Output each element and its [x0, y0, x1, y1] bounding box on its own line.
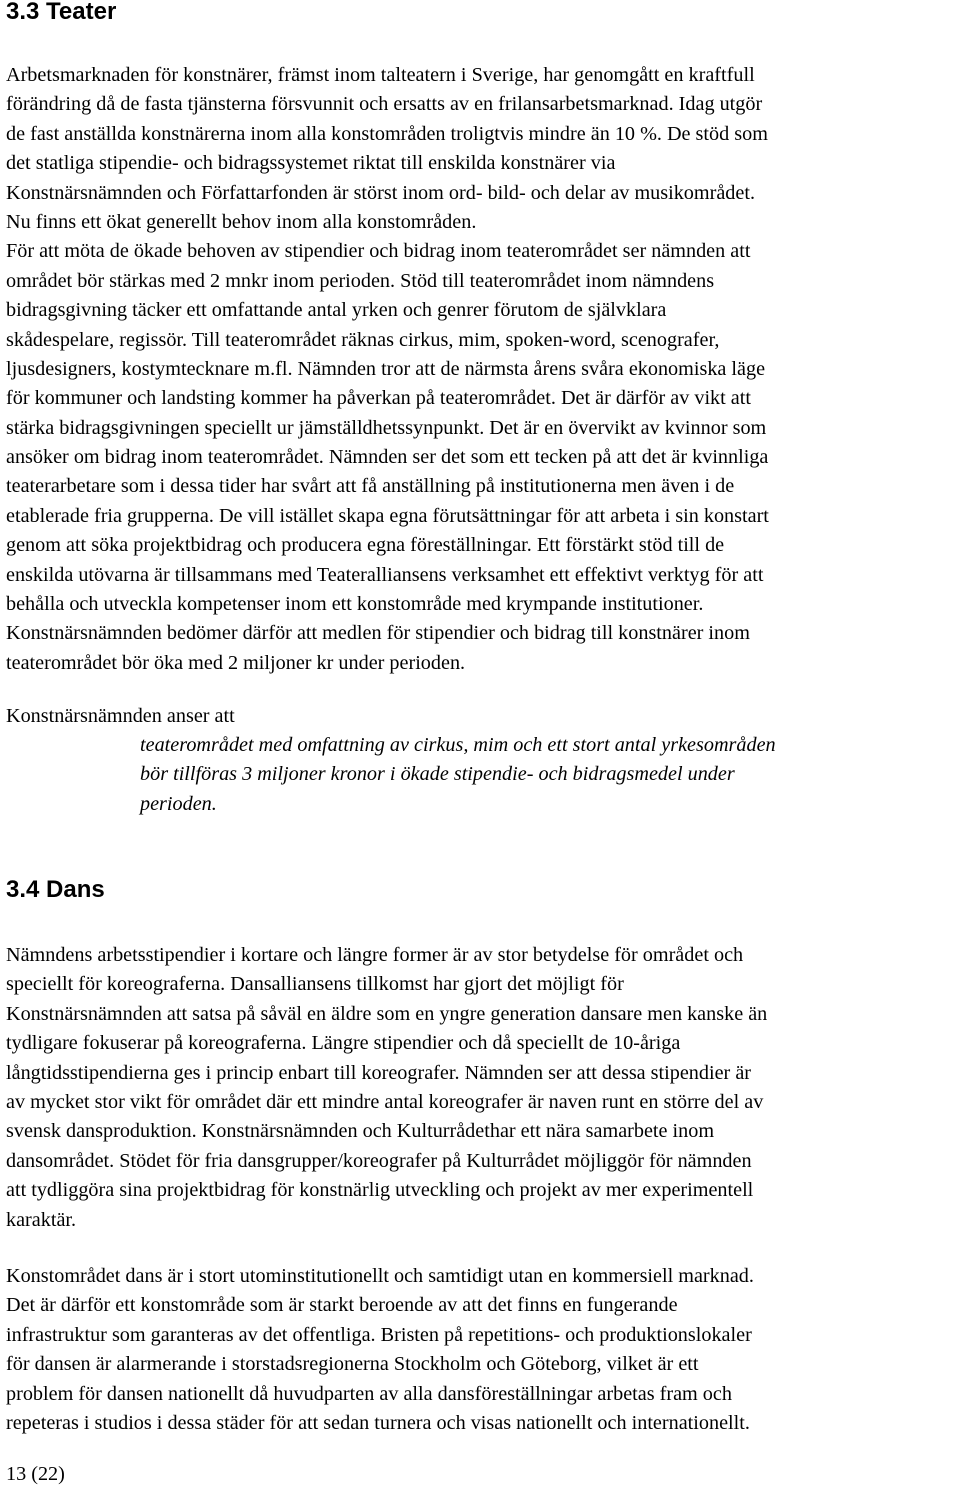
text-line: området bör stärkas med 2 mnkr inom perioden. Stöd till teaterområdet inom nämndens — [6, 269, 715, 292]
section-heading-teater: 3.3 Teater — [6, 0, 117, 25]
text-line: att tydliggöra sina projektbidrag för konstnärlig utveckling och projekt av mer experimentell — [6, 1179, 754, 1202]
document-page — [6, 0, 954, 1491]
section-heading-dans: 3.4 Dans — [6, 876, 105, 903]
block-quote — [140, 731, 776, 819]
text-line: Nämndens arbetsstipendier i kortare och längre former är av stor betydelse för området och — [6, 944, 744, 966]
text-line: Arbetsmarknaden för konstnärer, främst inom talteatern i Sverige, har genomgått en kraftfull — [6, 64, 755, 86]
text-line: för kommuner och landsting kommer ha påverkan på teaterområdet. Det är därför av vikt att — [6, 387, 751, 410]
text-line: det statliga stipendie- och bidragssystemet riktat till enskilda konstnärer via — [6, 152, 616, 175]
page-number: 13 (22) — [6, 1463, 65, 1485]
text-line: Konstnärsnämnden att satsa på såväl en äldre som en yngre generation dansare men kanske än — [6, 1002, 768, 1025]
text-line: Konstnärsnämnden bedömer därför att medlen för stipendier och bidrag till konstnärer inom — [6, 622, 750, 645]
text-line: speciellt för koreograferna. Dansalliansens tillkomst har gjort det möjligt för — [6, 973, 624, 996]
text-line: teaterarbetare som i dessa tider har svårt att få anställning på institutionerna men även i de — [6, 475, 735, 498]
quote-line: teaterområdet med omfattning av cirkus, mim och ett stort antal yrkesområden — [140, 734, 776, 756]
text-line: Konstnärsnämnden och Författarfonden är störst inom ord- bild- och delar av musikområdet. — [6, 181, 755, 204]
text-line: karaktär. — [6, 1208, 77, 1231]
text-line: ansöker om bidrag inom teaterområdet. Nämnden ser det som ett tecken på att det är kvinnliga — [6, 446, 769, 469]
paragraph-dans-1 — [6, 941, 767, 1235]
quote-line: bör tillföras 3 miljoner kronor i ökade stipendie- och bidragsmedel under — [140, 763, 735, 786]
paragraph-teater-main — [6, 61, 769, 678]
text-line: problem för dansen nationellt då huvudparten av alla dansföreställningar arbetas fram och — [6, 1382, 732, 1405]
text-line: repeteras i studios i dessa städer för att sedan turnera och visas nationellt och internationellt. — [6, 1411, 750, 1434]
text-line: svensk dansproduktion. Konstnärsnämnden och Kulturrådethar ett nära samarbete inom — [6, 1120, 715, 1143]
text-line: Konstområdet dans är i stort utominstitutionellt och samtidigt utan en kommersiell marknad. — [6, 1265, 754, 1287]
paragraph-intro: Konstnärsnämnden anser att — [6, 705, 235, 727]
text-line: ljusdesigners, kostymtecknare m.fl. Nämnden tror att de närmsta årens svåra ekonomiska läge — [6, 357, 766, 380]
text-line: etablerade fria grupperna. De vill istället skapa egna förutsättningar för att arbeta i sin konstart — [6, 504, 769, 527]
text-line: dansområdet. Stödet för fria dansgrupper/koreografer på Kulturrådet möjliggör för nämnden — [6, 1149, 752, 1172]
text-line: genom att söka projektbidrag och producera egna föreställningar. Ett förstärkt stöd till de — [6, 534, 725, 557]
text-line: förändring då de fasta tjänsterna försvunnit och ersatts av en frilansarbetsmarknad. Idag utgör — [6, 93, 763, 116]
text-line: infrastruktur som garanteras av det offentliga. Bristen på repetitions- och produktionslokaler — [6, 1323, 752, 1346]
text-line: för dansen är alarmerande i storstadsregionerna Stockholm och Göteborg, vilket är ett — [6, 1353, 699, 1376]
quote-line: perioden. — [140, 792, 217, 815]
text-line: teaterområdet bör öka med 2 miljoner kr under perioden. — [6, 651, 466, 674]
text-line: de fast anställda konstnärerna inom alla konstområden troligtvis mindre än 10 %. De stöd som — [6, 122, 768, 145]
text-line: långtidsstipendierna ges i princip enbart till koreografer. Nämnden ser att dessa stipendier är — [6, 1061, 752, 1084]
text-line: stärka bidragsgivningen speciellt ur jämställdhetssynpunkt. Det är en övervikt av kvinnor som — [6, 416, 767, 439]
text-line: bidragsgivning täcker ett omfattande antal yrken och genrer förutom de självklara — [6, 299, 667, 322]
paragraph-dans-2 — [6, 1262, 754, 1438]
text-line: Det är därför ett konstområde som är starkt beroende av att det finns en fungerande — [6, 1294, 678, 1317]
text-line: skådespelare, regissör. Till teaterområdet räknas cirkus, mim, spoken-word, scenografer, — [6, 328, 720, 351]
text-line: För att möta de ökade behoven av stipendier och bidrag inom teaterområdet ser nämnden att — [6, 240, 751, 263]
text-line: behålla och utveckla kompetenser inom ett konstområde med krympande institutioner. — [6, 593, 704, 616]
text-line: tydligare fokuserar på koreograferna. Längre stipendier och då speciellt de 10-åriga — [6, 1032, 681, 1055]
text-line: av mycket stor vikt för området där ett mindre antal koreografer är naven runt en större del av — [6, 1090, 764, 1113]
text-line: Nu finns ett ökat generellt behov inom alla konstområden. — [6, 210, 477, 233]
text-line: enskilda utövarna är tillsammans med Teateralliansens verksamhet ett effektivt verktyg för att — [6, 563, 764, 586]
